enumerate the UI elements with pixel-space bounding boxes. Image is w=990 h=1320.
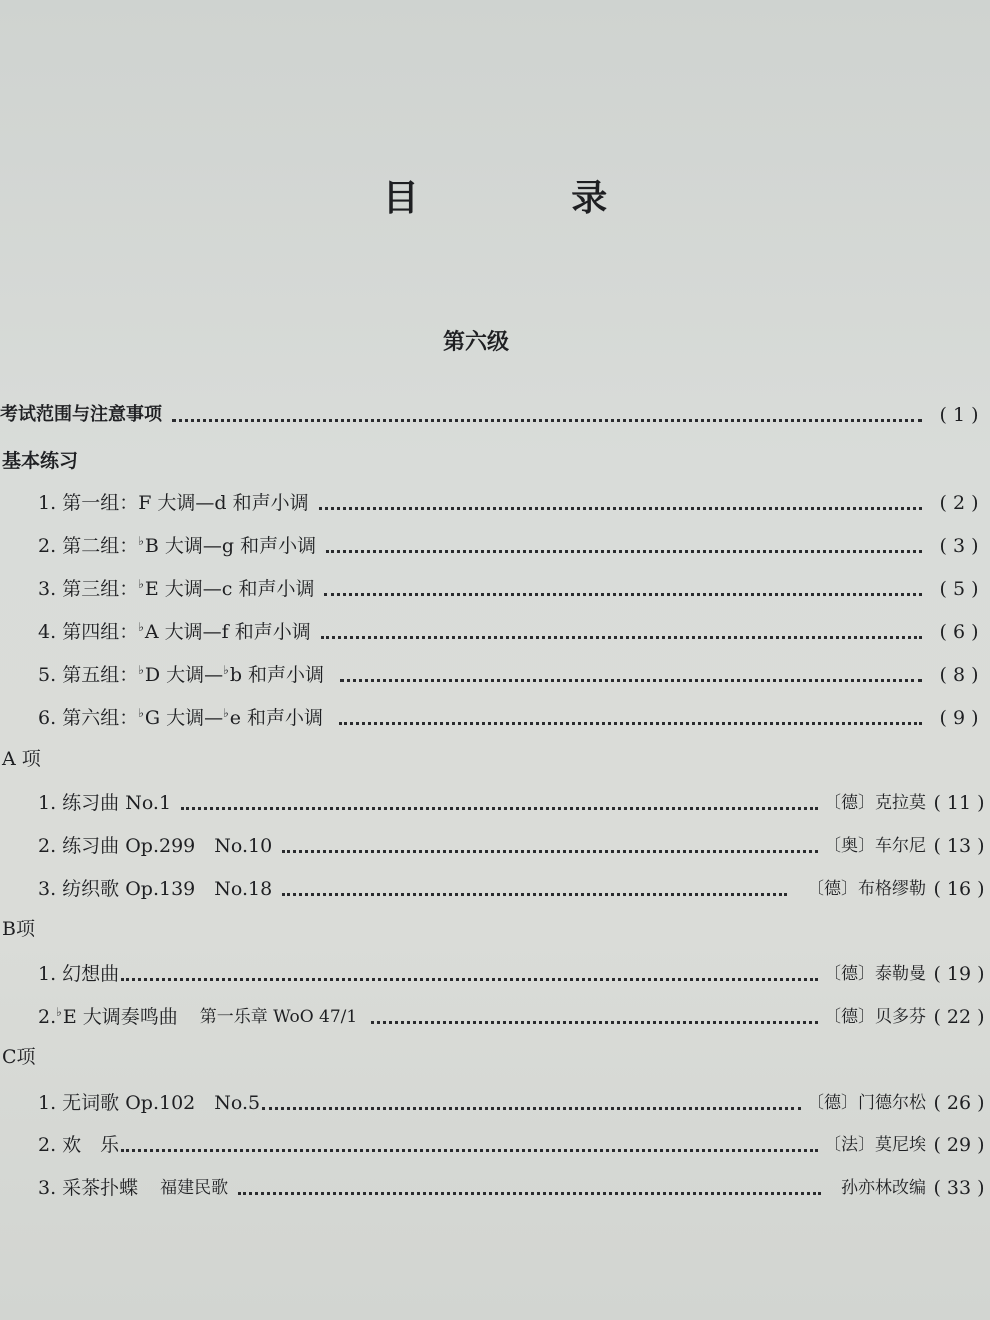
composer-credit: 〔德〕布格缪勒 — [807, 879, 926, 899]
entry-title: 考试范围与注意事项 — [0, 404, 162, 425]
toc-entry-c-2[interactable] — [0, 1128, 990, 1158]
page-number: ( 26 ) — [933, 1092, 985, 1114]
composer-credit: 〔德〕泰勒曼 — [824, 964, 926, 984]
flat-sign: ♭ — [138, 577, 144, 591]
toc-entry-basic-1[interactable] — [0, 486, 990, 516]
toc-entry-basic-3[interactable] — [0, 572, 990, 602]
section-heading-a: A 项 — [2, 748, 41, 770]
toc-entry-b-2[interactable] — [0, 1000, 990, 1030]
section-heading-basic: 基本练习 — [2, 450, 79, 472]
flat-sign: ♭ — [223, 663, 229, 677]
toc-entry-a-1[interactable] — [0, 786, 990, 816]
toc-entry-c-3[interactable] — [0, 1171, 990, 1201]
entry-title: 2. 第二组：♭B 大调—g 和声小调 — [38, 534, 317, 557]
page-number: ( 33 ) — [933, 1177, 985, 1199]
dot-leader — [324, 593, 922, 596]
toc-entry-basic-6[interactable] — [0, 701, 990, 731]
entry-title: 1. 第一组：F 大调—d 和声小调 — [38, 492, 309, 514]
page-number: ( 2 ) — [939, 492, 979, 514]
entry-subtitle: 第一乐章 WoO 47/1 — [199, 1007, 358, 1027]
page-number: ( 13 ) — [933, 835, 985, 857]
dot-leader — [282, 850, 818, 853]
toc-entry-a-2[interactable] — [0, 829, 990, 859]
toc-entry-notice[interactable] — [0, 398, 990, 428]
toc-entry-basic-5[interactable] — [0, 658, 990, 688]
composer-credit: 〔德〕贝多芬 — [824, 1007, 926, 1027]
dot-leader — [371, 1021, 818, 1024]
page-number: ( 29 ) — [933, 1134, 985, 1156]
flat-sign: ♭ — [138, 534, 144, 548]
toc-entry-b-1[interactable] — [0, 957, 990, 987]
entry-subtitle: 福建民歌 — [160, 1178, 229, 1198]
dot-leader — [321, 636, 922, 639]
page-number: ( 9 ) — [939, 707, 979, 729]
page-number: ( 3 ) — [939, 535, 979, 557]
entry-title: 6. 第六组：♭G 大调—♭e 和声小调 — [38, 706, 324, 729]
flat-sign: ♭ — [138, 663, 144, 677]
dot-leader — [282, 893, 787, 896]
page-number: ( 1 ) — [939, 404, 979, 426]
page-title: 目 录 — [382, 178, 678, 219]
flat-sign: ♭ — [56, 1005, 62, 1019]
page-number: ( 5 ) — [939, 578, 979, 600]
entry-title: 3. 纺织歌 Op.139 No.18 — [38, 878, 273, 900]
entry-title: 1. 无词歌 Op.102 No.5 — [38, 1092, 261, 1114]
entry-title: 4. 第四组：♭A 大调—f 和声小调 — [38, 620, 311, 643]
dot-leader — [339, 722, 922, 725]
entry-title: 2. 练习曲 Op.299 No.10 — [38, 835, 273, 857]
dot-leader — [172, 419, 922, 422]
entry-title: 3. 采茶扑蝶 — [38, 1177, 139, 1199]
section-heading-c: C项 — [2, 1046, 36, 1068]
arranger-credit: 孙亦林改编 — [841, 1178, 926, 1198]
entry-title: 1. 练习曲 No.1 — [38, 792, 172, 814]
composer-credit: 〔法〕莫尼埃 — [824, 1135, 926, 1155]
composer-credit: 〔德〕门德尔松 — [807, 1093, 926, 1113]
dot-leader — [181, 807, 818, 810]
toc-entry-basic-2[interactable] — [0, 529, 990, 559]
toc-entry-basic-4[interactable] — [0, 615, 990, 645]
composer-credit: 〔奥〕车尔尼 — [824, 836, 926, 856]
page-number: ( 22 ) — [933, 1006, 985, 1028]
level-title: 第六级 — [442, 330, 509, 355]
flat-sign: ♭ — [223, 706, 229, 720]
dot-leader — [121, 978, 818, 981]
page-number: ( 6 ) — [939, 621, 979, 643]
dot-leader — [326, 550, 922, 553]
flat-sign: ♭ — [138, 706, 144, 720]
toc-entry-c-1[interactable] — [0, 1086, 990, 1116]
dot-leader — [340, 679, 922, 682]
entry-title: 2.♭E 大调奏鸣曲 — [38, 1005, 178, 1028]
dot-leader — [262, 1107, 801, 1110]
entry-title: 3. 第三组：♭E 大调—c 和声小调 — [38, 577, 315, 600]
entry-title: 2. 欢 乐 — [38, 1134, 120, 1156]
composer-credit: 〔德〕克拉莫 — [824, 793, 926, 813]
section-heading-b: B项 — [2, 918, 35, 940]
entry-title: 1. 幻想曲 — [38, 963, 120, 985]
page-number: ( 8 ) — [939, 664, 979, 686]
dot-leader — [319, 507, 922, 510]
dot-leader — [121, 1149, 818, 1152]
entry-title: 5. 第五组：♭D 大调—♭b 和声小调 — [38, 663, 325, 686]
dot-leader — [238, 1192, 821, 1195]
page-number: ( 16 ) — [933, 878, 985, 900]
flat-sign: ♭ — [138, 620, 144, 634]
page-number: ( 11 ) — [933, 792, 985, 814]
toc-entry-a-3[interactable] — [0, 872, 990, 902]
page-number: ( 19 ) — [933, 963, 985, 985]
